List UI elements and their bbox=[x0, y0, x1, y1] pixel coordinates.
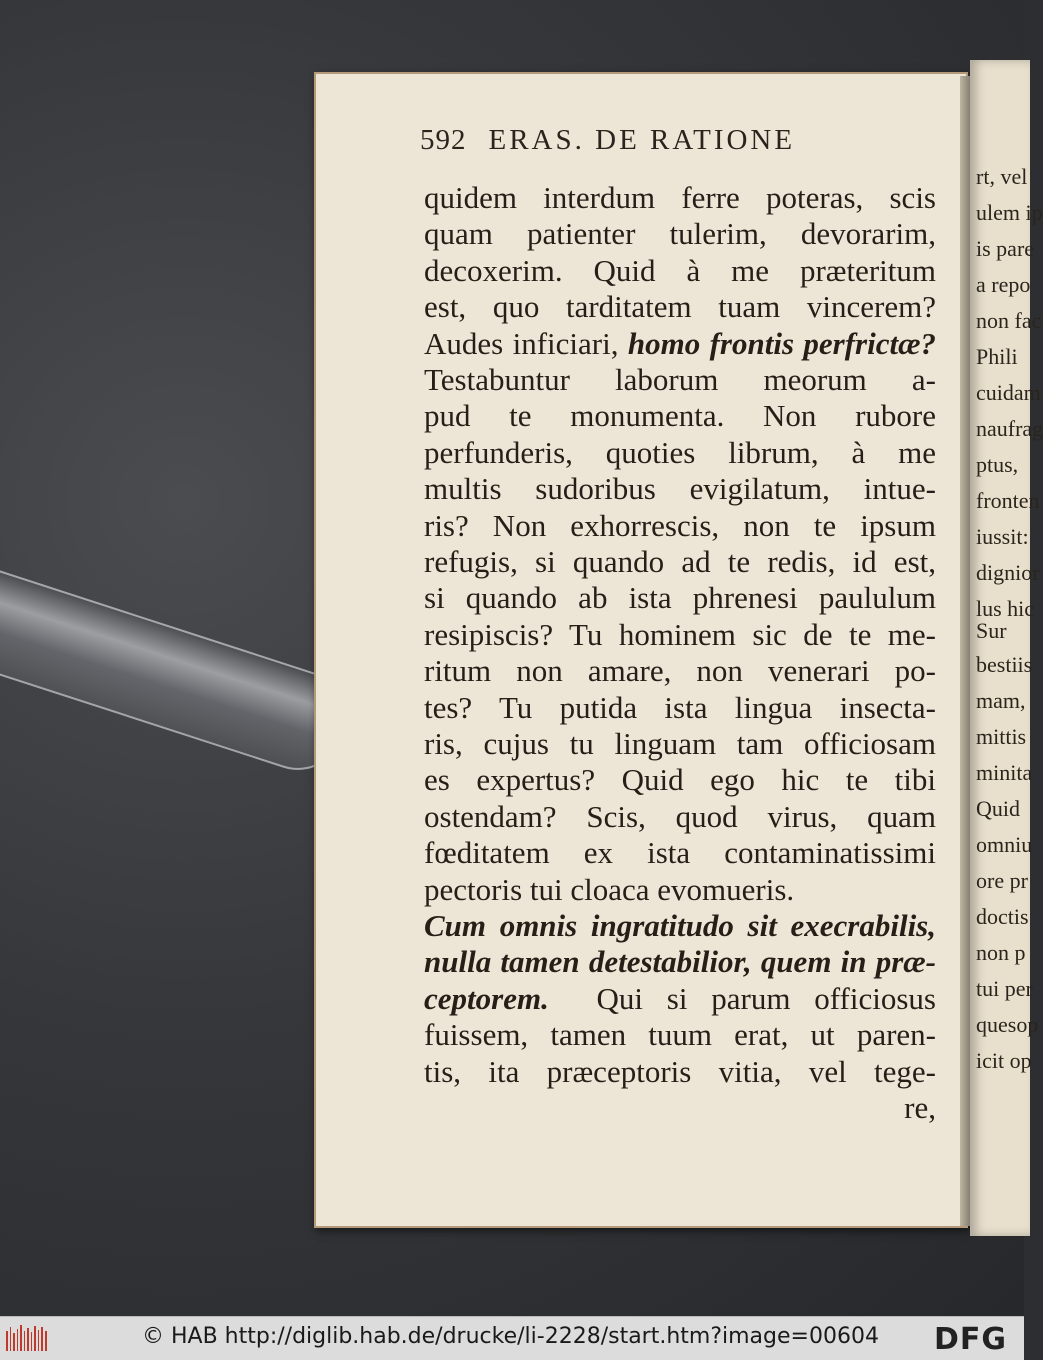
line-text: ritum non amare, non venerari po- bbox=[424, 653, 936, 689]
line-text: tes? Tu putida ista lingua insecta- bbox=[424, 689, 936, 725]
line-text: si quando ab ista phrenesi paululum bbox=[424, 580, 936, 616]
text-line bbox=[424, 251, 936, 291]
text-line bbox=[424, 906, 936, 946]
text-line bbox=[424, 214, 936, 254]
line-text: pectoris tui cloaca evomueris. bbox=[424, 871, 795, 907]
next-page-fragment: quesop bbox=[976, 1012, 1039, 1037]
line-text: Testabuntur laborum meorum a- bbox=[424, 362, 936, 397]
line-text: ostendam? Scis, quod virus, quam bbox=[424, 798, 936, 834]
text-line bbox=[424, 360, 936, 400]
text-line bbox=[424, 979, 936, 1019]
line-text: pud te monumenta. Non rubore bbox=[424, 398, 936, 434]
page-number: 592 bbox=[420, 124, 467, 156]
next-page-fragment: Phili bbox=[976, 344, 1018, 369]
line-text: perfunderis, quoties librum, à me bbox=[424, 434, 936, 470]
text-line bbox=[424, 688, 936, 728]
text-line bbox=[424, 760, 936, 800]
text-line bbox=[424, 396, 936, 436]
next-page-fragment: rt, vel bbox=[976, 164, 1028, 189]
line-text: quidem interdum ferre poteras, scis bbox=[424, 180, 936, 215]
text-line bbox=[424, 870, 936, 910]
next-page-fragment: dignior bbox=[976, 560, 1040, 585]
line-text: quam patienter tulerim, devorarim, bbox=[424, 216, 936, 252]
next-page-fragment: Sur bbox=[976, 618, 1007, 643]
next-page-fragment: mittis bbox=[976, 724, 1027, 749]
line-text: fuissem, tamen tuum erat, ut paren- bbox=[424, 1017, 936, 1053]
line-text: resipiscis? Tu hominem sic de te me- bbox=[424, 616, 936, 652]
text-line bbox=[424, 724, 936, 764]
text-line bbox=[424, 1015, 936, 1055]
next-page-fragment: naufrag bbox=[976, 416, 1043, 441]
running-head bbox=[420, 124, 960, 164]
dfg-logo: DFG bbox=[934, 1322, 1008, 1357]
line-text: fœditatem ex ista contaminatissimi bbox=[424, 835, 936, 871]
next-page-fragment: non p bbox=[976, 940, 1026, 965]
text-line bbox=[424, 178, 936, 218]
text-line bbox=[424, 942, 936, 982]
text-line bbox=[424, 833, 936, 873]
line-text: ris? Non exhorrescis, non te ipsum bbox=[424, 507, 936, 543]
line-text: multis sudoribus evigilatum, intue- bbox=[424, 471, 936, 507]
line-text: Audes inficiari, bbox=[424, 325, 619, 361]
next-page-fragment: a repo bbox=[976, 272, 1031, 297]
text-line bbox=[424, 469, 936, 509]
next-page-edge bbox=[970, 60, 1043, 1236]
text-line bbox=[424, 324, 936, 364]
next-page-fragment: ptus, bbox=[976, 452, 1019, 477]
next-page-fragment: lus hic bbox=[976, 596, 1035, 621]
next-page-fragment: tui per bbox=[976, 976, 1033, 1001]
next-page-fragment: non fac bbox=[976, 308, 1042, 333]
text-line bbox=[424, 1088, 936, 1128]
line-text: refugis, si quando ad te redis, id est, bbox=[424, 544, 936, 579]
line-text: es expertus? Quid ego hic te tibi bbox=[424, 762, 936, 798]
text-line bbox=[424, 1052, 936, 1092]
next-page-fragment: icit op bbox=[976, 1048, 1032, 1073]
text-line bbox=[424, 651, 936, 691]
next-page-fragment: ore pr bbox=[976, 868, 1028, 893]
text-line bbox=[424, 797, 936, 837]
next-page-fragment: omniu bbox=[976, 832, 1033, 857]
text-line bbox=[424, 506, 936, 546]
barcode-icon bbox=[6, 1325, 48, 1353]
running-head-title: ERAS. DE RATIONE bbox=[488, 124, 796, 156]
next-page-fragment: doctis bbox=[976, 904, 1029, 929]
line-text: tis, ita præceptoris vitia, vel tege- bbox=[424, 1053, 936, 1089]
text-line bbox=[424, 578, 936, 618]
italic-text: nulla tamen detestabilior, quem in præ- bbox=[424, 944, 936, 980]
next-page-fragment: is pare bbox=[976, 236, 1035, 261]
footer-bar bbox=[0, 1316, 1024, 1360]
text-line bbox=[424, 433, 936, 473]
next-page-fragment: bestiis bbox=[976, 652, 1033, 677]
next-page-fragment: minita bbox=[976, 760, 1033, 785]
next-page-fragment: ulem ip bbox=[976, 200, 1043, 225]
text-line bbox=[424, 287, 936, 327]
text-line bbox=[424, 542, 936, 582]
text-line bbox=[424, 615, 936, 655]
italic-text: ceptorem. bbox=[424, 980, 549, 1016]
next-page-fragment: mam, bbox=[976, 688, 1026, 713]
next-page-fragment: iussit: bbox=[976, 524, 1029, 549]
line-text: Qui si parum officiosus bbox=[548, 980, 936, 1016]
next-page-fragment: cuidam bbox=[976, 380, 1041, 405]
line-text: ris, cujus tu linguam tam officiosam bbox=[424, 726, 936, 761]
italic-text: homo frontis perfrictæ? bbox=[627, 325, 936, 361]
copyright-link[interactable]: © HAB http://diglib.hab.de/drucke/li-2228/start.htm?image=00604 bbox=[142, 1324, 879, 1349]
line-text: re, bbox=[904, 1090, 936, 1125]
line-text: decoxerim. Quid à me præteritum bbox=[424, 252, 936, 288]
next-page-fragment: fronten bbox=[976, 488, 1040, 513]
line-text: est, quo tarditatem tuam vincerem? bbox=[424, 289, 936, 325]
italic-text: Cum omnis ingratitudo sit execrabilis, bbox=[424, 908, 936, 943]
next-page-fragment: Quid bbox=[976, 796, 1020, 821]
